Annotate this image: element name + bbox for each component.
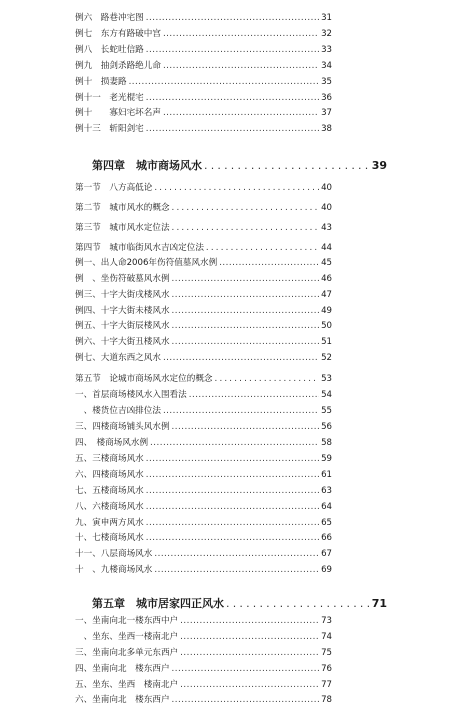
section-label: 第五节 论城市商场风水定位的概念	[75, 374, 213, 384]
toc-entry	[75, 453, 332, 465]
toc-entry-page: 65	[321, 518, 332, 528]
toc-entry-label: 例八 长蛇吐信路	[75, 45, 144, 55]
chapter-title: 第四章 城市商场风水	[92, 159, 202, 172]
toc-entry-label: 一、首层商场楼风水入围看法	[75, 390, 187, 400]
toc-entry-page: 59	[321, 454, 332, 464]
dot-leader	[172, 202, 320, 214]
toc-entry-label: 四、坐南向北 楼东西户	[75, 664, 170, 674]
toc-entry-label: 九、寅申两方风水	[75, 518, 144, 528]
toc-entry-page: 55	[321, 406, 332, 416]
section-page: 43	[321, 223, 332, 233]
toc-entry-label: 十一、八层商场风水	[75, 549, 153, 559]
dot-leader	[172, 222, 320, 234]
toc-entry	[75, 352, 332, 364]
chapter-heading	[92, 159, 387, 173]
toc-entry-label: 例三、十字大街戌楼风水	[75, 290, 170, 300]
toc-entry-page: 69	[321, 565, 332, 575]
toc-entry	[75, 28, 332, 40]
toc-entry-label: 例十一 老光棍宅	[75, 93, 144, 103]
toc-entry-page: 76	[321, 664, 332, 674]
toc-entry	[75, 336, 332, 348]
section-entry	[75, 242, 332, 254]
dot-leader	[180, 631, 319, 643]
dot-leader	[172, 320, 320, 332]
toc-entry-page: 52	[321, 353, 332, 363]
dot-leader	[215, 373, 320, 385]
toc-entry-page: 51	[321, 337, 332, 347]
toc-entry-label: 六、坐南向北 楼东西户	[75, 695, 170, 705]
toc-entry-page: 36	[321, 93, 332, 103]
toc-entry-label: 五、三楼商场风水	[75, 454, 144, 464]
toc-entry-label: 五、坐东、坐西 楼南北户	[75, 680, 179, 690]
toc-entry	[75, 421, 332, 433]
chapter-page: 39	[371, 159, 387, 172]
toc-entry-page: 73	[321, 616, 332, 626]
toc-entry-page: 64	[321, 502, 332, 512]
toc-entry-label: 例一、出人命2006年伤符值墓风水例	[75, 258, 218, 268]
toc-entry-page: 56	[321, 422, 332, 432]
toc-entry-page: 78	[321, 695, 332, 705]
dot-leader	[154, 548, 319, 560]
dot-leader	[180, 615, 319, 627]
toc-entry-page: 66	[321, 533, 332, 543]
toc-entry	[75, 437, 332, 449]
dot-leader	[180, 679, 319, 691]
toc-entry	[75, 44, 332, 56]
toc-entry	[75, 532, 332, 544]
section-label: 第三节 城市风水定位法	[75, 223, 170, 233]
toc-entry-page: 50	[321, 321, 332, 331]
dot-leader	[204, 159, 370, 173]
toc-entry	[75, 663, 332, 675]
dot-leader	[172, 273, 320, 285]
section-entry	[75, 373, 332, 385]
toc-entry-label: 例 、坐伤符破墓风水例	[75, 274, 170, 284]
toc-entry	[75, 564, 332, 576]
section-label: 第四节 城市临街风水吉凶定位法	[75, 243, 204, 253]
dot-leader	[163, 28, 319, 40]
toc-entry-page: 67	[321, 549, 332, 559]
dot-leader	[163, 405, 319, 417]
section-entry	[75, 202, 332, 214]
toc-entry-label: 三、坐南向北多单元东西户	[75, 648, 179, 658]
dot-leader	[219, 257, 319, 269]
toc-entry-page: 34	[321, 61, 332, 71]
dot-leader	[146, 453, 319, 465]
section-page: 40	[321, 203, 332, 213]
toc-entry-page: 63	[321, 486, 332, 496]
dot-leader	[172, 289, 320, 301]
dot-leader	[146, 501, 319, 513]
dot-leader	[146, 44, 319, 56]
toc-entry-label: 、楼货位吉凶排位法	[75, 406, 161, 416]
toc-entry	[75, 257, 332, 269]
toc-entry-page: 32	[321, 29, 332, 39]
toc-entry-page: 46	[321, 274, 332, 284]
toc-entry-page: 38	[321, 124, 332, 134]
toc-entry	[75, 469, 332, 481]
toc-entry-label: 十、七楼商场风水	[75, 533, 144, 543]
chapter-heading	[92, 597, 387, 611]
toc-entry	[75, 76, 332, 88]
toc-entry-page: 75	[321, 648, 332, 658]
toc-entry	[75, 92, 332, 104]
toc-entry-page: 33	[321, 45, 332, 55]
toc-entry-page: 45	[321, 258, 332, 268]
section-page: 40	[321, 183, 332, 193]
dot-leader	[154, 564, 319, 576]
dot-leader	[146, 469, 319, 481]
toc-entry-label: 例四、十字大街未楼风水	[75, 306, 170, 316]
toc-entry	[75, 548, 332, 560]
toc-entry-label: 三、四楼商场铺头风水例	[75, 422, 170, 432]
toc-entry	[75, 694, 332, 706]
toc-entry	[75, 12, 332, 24]
dot-leader	[172, 663, 320, 675]
dot-leader	[146, 123, 319, 135]
dot-leader	[146, 12, 319, 24]
toc-entry-label: 例十 寡妇宅坏名声	[75, 108, 161, 118]
section-entry	[75, 182, 332, 194]
dot-leader	[172, 694, 320, 706]
toc-entry-page: 74	[321, 632, 332, 642]
toc-entry	[75, 273, 332, 285]
toc-entry	[75, 485, 332, 497]
toc-entry-page: 49	[321, 306, 332, 316]
dot-leader	[150, 437, 319, 449]
dot-leader	[206, 242, 319, 254]
section-label: 第一节 八方高低论	[75, 183, 153, 193]
dot-leader	[146, 485, 319, 497]
toc-entry-page: 37	[321, 108, 332, 118]
toc-entry-label: 例七、大道东西之风水	[75, 353, 161, 363]
toc-entry-page: 58	[321, 438, 332, 448]
toc-entry	[75, 320, 332, 332]
dot-leader	[129, 76, 319, 88]
dot-leader	[163, 352, 319, 364]
toc-entry	[75, 305, 332, 317]
toc-entry	[75, 501, 332, 513]
dot-leader	[189, 389, 319, 401]
dot-leader	[146, 517, 319, 529]
toc-entry-page: 35	[321, 77, 332, 87]
toc-entry-label: 例七 东方有路破中宫	[75, 29, 161, 39]
toc-entry	[75, 123, 332, 135]
toc-entry-label: 例五、十字大街辰楼风水	[75, 321, 170, 331]
toc-entry-page: 61	[321, 470, 332, 480]
toc-entry-page: 54	[321, 390, 332, 400]
dot-leader	[180, 647, 319, 659]
dot-leader	[172, 421, 320, 433]
toc-entry	[75, 289, 332, 301]
toc-entry	[75, 517, 332, 529]
toc-entry	[75, 60, 332, 72]
toc-entry	[75, 389, 332, 401]
toc-entry	[75, 679, 332, 691]
dot-leader	[163, 107, 319, 119]
toc-entry-label: 八、六楼商场风水	[75, 502, 144, 512]
toc-entry	[75, 107, 332, 119]
toc-entry-label: 例十 损妻路	[75, 77, 127, 87]
chapter-title: 第五章 城市居家四正风水	[92, 597, 224, 610]
dot-leader	[172, 305, 320, 317]
toc-entry-label: 四、 楼商场风水例	[75, 438, 149, 448]
toc-entry-page: 77	[321, 680, 332, 690]
toc-entry-label: 例十三 斩阳剑宅	[75, 124, 144, 134]
dot-leader	[154, 182, 319, 194]
toc-entry	[75, 615, 332, 627]
toc-entry-label: 六、四楼商场风水	[75, 470, 144, 480]
section-label: 第二节 城市风水的概念	[75, 203, 170, 213]
toc-entry-label: 七、五楼商场风水	[75, 486, 144, 496]
toc-entry	[75, 405, 332, 417]
section-page: 53	[321, 374, 332, 384]
toc-entry	[75, 631, 332, 643]
toc-entry-label: 十 、九楼商场风水	[75, 565, 153, 575]
toc-entry-label: 例六、十字大街丑楼风水	[75, 337, 170, 347]
toc-entry-label: 例九 抽剑杀路绝儿命	[75, 61, 161, 71]
toc-entry-page: 31	[321, 13, 332, 23]
toc-entry-page: 47	[321, 290, 332, 300]
toc-entry-label: 例六 路巷冲宅图	[75, 13, 144, 23]
dot-leader	[146, 92, 319, 104]
toc-entry-label: 、坐东、坐西一楼南北户	[75, 632, 179, 642]
section-page: 44	[321, 243, 332, 253]
section-entry	[75, 222, 332, 234]
dot-leader	[146, 532, 319, 544]
toc-entry	[75, 647, 332, 659]
dot-leader	[163, 60, 319, 72]
toc-entry-label: 一、坐南向北一楼东西中户	[75, 616, 179, 626]
dot-leader	[226, 597, 370, 611]
dot-leader	[172, 336, 320, 348]
chapter-page: 71	[371, 597, 387, 610]
